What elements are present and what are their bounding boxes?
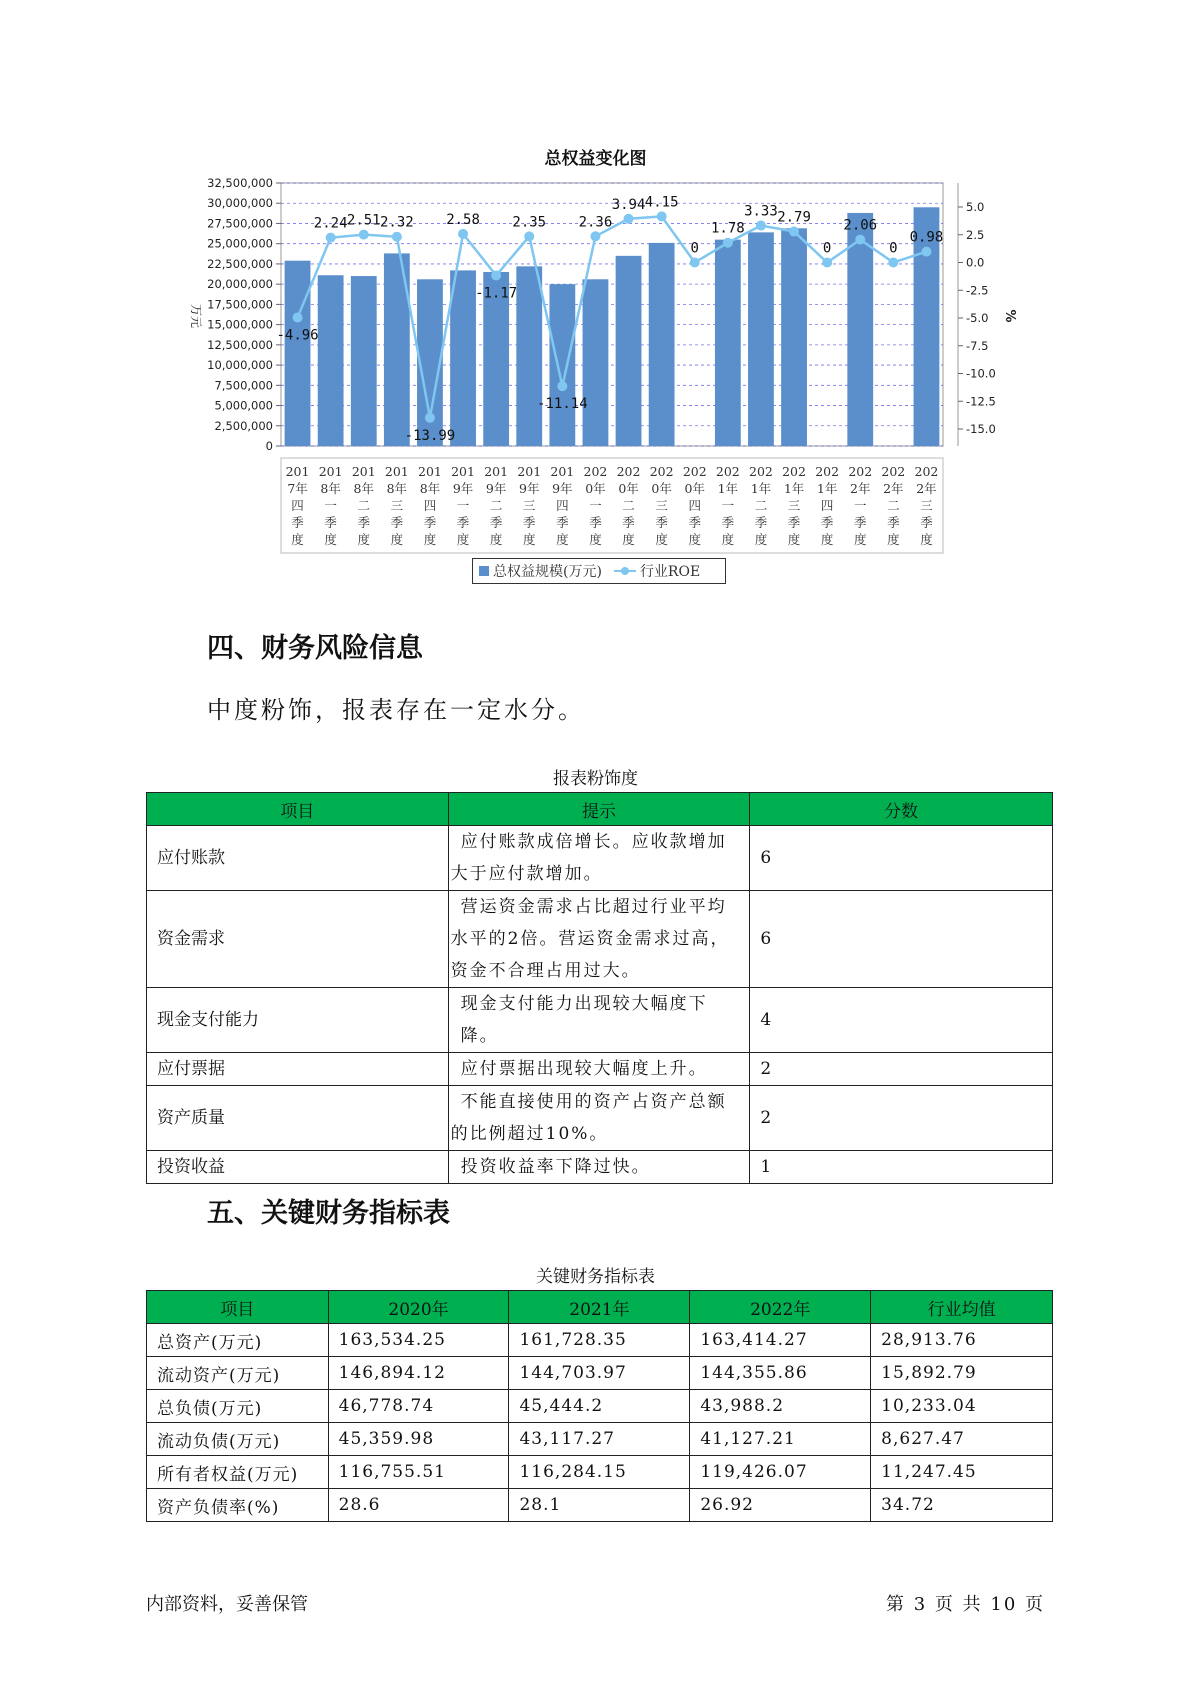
x-category-label: 2年 — [883, 481, 904, 496]
kf-table-row — [147, 1489, 1053, 1522]
risk-item-cell: 应付票据 — [147, 1053, 449, 1086]
roe-data-label: -11.14 — [537, 396, 588, 413]
roe-point — [822, 258, 832, 268]
x-category-label: 1年 — [783, 481, 805, 496]
x-category-label: 2年 — [916, 481, 937, 496]
legend-bar-swatch — [479, 566, 489, 576]
risk-header-hint: 提示 — [448, 793, 750, 826]
right-tick-label: -15.0 — [966, 422, 996, 436]
risk-item-cell: 现金支付能力 — [147, 988, 449, 1053]
kf-value-cell: 26.92 — [690, 1489, 871, 1522]
x-category-label: 季 — [655, 515, 668, 530]
left-tick-label: 10,000,000 — [207, 358, 273, 373]
x-category-label: 四 — [820, 498, 834, 513]
key-financial-table — [146, 1290, 1053, 1522]
footer-confidential: 内部资料，妥善保管 — [146, 1594, 308, 1615]
kf-value-cell: 161,728.35 — [509, 1324, 690, 1357]
bar — [649, 243, 675, 446]
roe-data-label: 2.36 — [578, 214, 613, 231]
kf-value-cell: 28.6 — [328, 1489, 509, 1522]
x-category-label: 201 — [484, 464, 509, 479]
kf-table-header-row — [147, 1291, 1053, 1324]
x-category-label: 季 — [622, 515, 635, 530]
risk-table-header-row — [147, 793, 1053, 826]
bar — [285, 261, 311, 446]
roe-data-label: -1.17 — [475, 285, 518, 302]
kf-table-row — [147, 1324, 1053, 1357]
x-category-label: 三 — [522, 498, 536, 513]
x-category-label: 度 — [556, 532, 569, 547]
roe-data-label: -13.99 — [404, 427, 456, 444]
x-category-label: 7年 — [287, 481, 308, 496]
roe-data-label: 2.58 — [446, 211, 480, 228]
x-category-label: 201 — [451, 464, 475, 479]
kf-header-item: 项目 — [147, 1291, 329, 1324]
kf-item-cell: 总资产(万元) — [147, 1324, 329, 1357]
x-category-label: 三 — [787, 498, 801, 513]
x-category-label: 季 — [522, 515, 536, 530]
x-category-label: 度 — [622, 532, 635, 547]
bar — [847, 213, 873, 446]
risk-hint-cell — [448, 1053, 750, 1086]
x-category-label: 三 — [655, 498, 668, 513]
kf-value-cell: 144,703.97 — [509, 1357, 690, 1390]
right-tick-label: -7.5 — [966, 338, 989, 353]
risk-hint-cell — [448, 826, 750, 891]
x-category-label: 四 — [423, 498, 437, 513]
kf-header-2020: 2020年 — [328, 1291, 509, 1324]
bar — [450, 270, 476, 446]
left-tick-label: 12,500,000 — [207, 337, 273, 352]
x-category-label: 二 — [489, 498, 503, 513]
risk-hint-cell — [448, 1151, 750, 1184]
kf-value-cell: 46,778.74 — [328, 1390, 509, 1423]
risk-table-row — [147, 826, 1053, 891]
risk-table-row — [147, 1053, 1053, 1086]
left-tick-label: 15,000,000 — [207, 317, 273, 332]
left-tick-label: 22,500,000 — [207, 256, 273, 271]
roe-point — [756, 221, 766, 231]
kf-item-cell: 所有者权益(万元) — [147, 1456, 329, 1489]
risk-header-item: 项目 — [147, 793, 449, 826]
x-category-label: 季 — [688, 515, 702, 530]
x-category-label: 一 — [456, 498, 470, 513]
roe-point — [789, 227, 799, 237]
left-tick-label: 0 — [265, 439, 273, 453]
kf-value-cell: 34.72 — [871, 1489, 1053, 1522]
x-category-label: 202 — [782, 464, 806, 479]
kf-value-cell: 116,284.15 — [509, 1456, 690, 1489]
risk-hint-cell — [448, 988, 750, 1053]
x-category-label: 201 — [384, 464, 409, 479]
roe-point — [888, 258, 898, 268]
roe-point — [359, 230, 369, 240]
kf-value-cell: 8,627.47 — [871, 1423, 1053, 1456]
kf-value-cell: 163,534.25 — [328, 1324, 509, 1357]
x-category-label: 一 — [721, 498, 735, 513]
x-category-label: 202 — [881, 464, 906, 479]
risk-hint-line: 应付票据出现较大幅度上升。 — [460, 1059, 708, 1079]
kf-value-cell: 11,247.45 — [871, 1456, 1053, 1489]
x-category-label: 202 — [649, 464, 674, 479]
right-tick-label: 5.0 — [966, 200, 985, 214]
x-category-label: 201 — [550, 464, 575, 479]
roe-point — [458, 229, 468, 239]
bar — [715, 240, 741, 446]
legend-line-label: 行业ROE — [639, 564, 701, 580]
x-category-label: 0年 — [651, 481, 672, 496]
x-category-label: 8年 — [320, 481, 341, 496]
left-axis-label: 万元 — [189, 303, 203, 329]
risk-item-cell: 投资收益 — [147, 1151, 449, 1184]
x-category-label: 202 — [583, 464, 608, 479]
x-category-label: 1年 — [717, 481, 739, 496]
legend-line-swatch — [614, 566, 636, 576]
roe-point — [624, 214, 634, 224]
risk-table-row — [147, 1151, 1053, 1184]
risk-header-score: 分数 — [750, 793, 1053, 826]
x-category-label: 二 — [887, 498, 900, 513]
left-tick-label: 5,000,000 — [214, 398, 273, 413]
roe-data-label: -4.96 — [276, 327, 319, 344]
right-axis-label: % — [1002, 309, 1017, 323]
x-category-label: 季 — [887, 515, 900, 530]
roe-data-label: 2.24 — [313, 215, 348, 232]
x-category-label: 202 — [715, 464, 740, 479]
kf-value-cell: 45,359.98 — [328, 1423, 509, 1456]
left-tick-label: 27,500,000 — [207, 216, 273, 231]
roe-data-label: 0 — [690, 240, 699, 257]
x-category-label: 201 — [517, 464, 542, 479]
x-category-label: 201 — [285, 464, 310, 479]
left-tick-label: 2,500,000 — [214, 418, 273, 433]
roe-data-label: 2.35 — [512, 214, 547, 231]
kf-item-cell: 流动负债(万元) — [147, 1423, 329, 1456]
kf-value-cell: 28,913.76 — [871, 1324, 1053, 1357]
x-category-label: 四 — [556, 498, 569, 513]
kf-value-cell: 163,414.27 — [690, 1324, 871, 1357]
x-category-label: 季 — [291, 515, 304, 530]
x-category-label: 度 — [456, 532, 470, 547]
left-tick-label: 20,000,000 — [207, 277, 273, 292]
x-category-label: 季 — [324, 515, 337, 530]
roe-point — [392, 232, 402, 242]
bar — [583, 279, 609, 446]
kf-item-cell: 资产负债率(%) — [147, 1489, 329, 1522]
roe-point — [326, 233, 336, 243]
x-category-label: 季 — [556, 515, 569, 530]
x-category-label: 9年 — [519, 481, 540, 496]
x-category-label: 二 — [754, 498, 768, 513]
kf-item-cell: 总负债(万元) — [147, 1390, 329, 1423]
left-tick-label: 25,000,000 — [207, 236, 273, 251]
roe-data-label: 2.79 — [777, 209, 811, 226]
kf-value-cell: 45,444.2 — [509, 1390, 690, 1423]
roe-data-label: 1.78 — [710, 220, 745, 237]
risk-hint-line: 投资收益率下降过快。 — [460, 1157, 651, 1177]
kf-header-industry: 行业均值 — [871, 1291, 1053, 1324]
x-category-label: 度 — [655, 532, 668, 547]
x-category-label: 度 — [820, 532, 834, 547]
x-category-label: 四 — [688, 498, 702, 513]
section5-heading: 五、关键财务指标表 — [207, 1198, 450, 1229]
kf-value-cell: 10,233.04 — [871, 1390, 1053, 1423]
legend-item-line — [614, 561, 700, 581]
roe-point — [491, 270, 501, 280]
x-category-label: 度 — [324, 532, 337, 547]
x-category-label: 0年 — [684, 481, 705, 496]
roe-point — [557, 381, 567, 391]
roe-point — [690, 258, 700, 268]
roe-point — [657, 211, 667, 221]
kf-value-cell: 116,755.51 — [328, 1456, 509, 1489]
roe-data-label: 3.33 — [744, 203, 778, 220]
roe-point — [293, 313, 303, 323]
x-category-label: 度 — [489, 532, 503, 547]
risk-table-row — [147, 988, 1053, 1053]
x-category-label: 季 — [589, 515, 602, 530]
roe-data-label: 0.98 — [909, 229, 944, 246]
bar — [781, 228, 807, 446]
x-category-label: 三 — [920, 498, 933, 513]
x-category-label: 9年 — [552, 481, 573, 496]
x-category-label: 202 — [749, 464, 773, 479]
legend-item-bar — [479, 561, 602, 581]
x-category-label: 2年 — [850, 481, 871, 496]
risk-score-cell: 2 — [750, 1053, 1053, 1086]
x-category-label: 9年 — [452, 481, 474, 496]
left-tick-label: 32,500,000 — [207, 176, 273, 190]
x-category-label: 202 — [914, 464, 939, 479]
risk-item-cell: 应付账款 — [147, 826, 449, 891]
left-tick-label: 17,500,000 — [207, 297, 273, 312]
x-category-label: 三 — [390, 498, 404, 513]
x-category-label: 季 — [853, 515, 867, 530]
x-category-label: 201 — [351, 464, 376, 479]
x-category-label: 9年 — [485, 481, 507, 496]
right-tick-label: 0.0 — [966, 255, 985, 270]
x-category-label: 季 — [820, 515, 834, 530]
kf-table-row — [147, 1357, 1053, 1390]
roe-data-label: 0 — [889, 240, 898, 257]
risk-hint-cell — [448, 891, 750, 988]
roe-point — [524, 231, 534, 241]
x-category-label: 二 — [622, 498, 635, 513]
kf-table-row — [147, 1456, 1053, 1489]
roe-point — [425, 413, 435, 423]
risk-hint-line: 应付账款成倍增长。应收款增加 — [460, 832, 727, 852]
x-category-label: 201 — [318, 464, 343, 479]
kf-value-cell: 144,355.86 — [690, 1357, 871, 1390]
risk-hint-line: 现金支付能力出现较大幅度下降。 — [460, 994, 708, 1046]
kf-value-cell: 15,892.79 — [871, 1357, 1053, 1390]
x-category-label: 度 — [721, 532, 735, 547]
kf-item-cell: 流动资产(万元) — [147, 1357, 329, 1390]
roe-data-label: 0 — [822, 240, 832, 257]
kf-value-cell: 146,894.12 — [328, 1357, 509, 1390]
risk-hint-line: 水平的2倍。营运资金需求过高， — [450, 929, 730, 949]
x-category-label: 季 — [754, 515, 768, 530]
bar — [748, 232, 774, 446]
right-tick-label: 2.5 — [966, 227, 985, 242]
risk-score-cell: 6 — [750, 891, 1053, 988]
bar — [318, 275, 344, 446]
footer-page-number: 第 3 页 共 10 页 — [886, 1594, 1045, 1615]
x-category-label: 季 — [787, 515, 801, 530]
right-tick-label: -10.0 — [966, 366, 996, 381]
roe-data-label: 2.32 — [379, 214, 414, 231]
risk-item-cell: 资金需求 — [147, 891, 449, 988]
risk-table-row — [147, 1086, 1053, 1151]
roe-data-label: 2.51 — [346, 212, 381, 229]
x-category-label: 度 — [390, 532, 404, 547]
x-category-label: 1年 — [816, 481, 838, 496]
equity-chart — [0, 0, 1191, 560]
x-category-label: 季 — [920, 515, 933, 530]
kf-value-cell: 119,426.07 — [690, 1456, 871, 1489]
risk-summary: 中度粉饰，报表存在一定水分。 — [207, 696, 585, 724]
x-category-label: 8年 — [353, 481, 374, 496]
x-category-label: 0年 — [585, 481, 606, 496]
risk-score-cell: 6 — [750, 826, 1053, 891]
x-category-label: 201 — [418, 464, 442, 479]
roe-point — [921, 247, 931, 257]
risk-table-row — [147, 891, 1053, 988]
section4-heading: 四、财务风险信息 — [207, 633, 423, 664]
x-axis-band — [281, 458, 943, 553]
x-category-label: 度 — [853, 532, 867, 547]
left-tick-label: 30,000,000 — [207, 196, 273, 211]
x-category-label: 一 — [853, 498, 867, 513]
x-category-label: 0年 — [618, 481, 639, 496]
x-category-label: 8年 — [419, 481, 441, 496]
legend-bar-label: 总权益规模(万元) — [493, 564, 602, 580]
kf-value-cell: 41,127.21 — [690, 1423, 871, 1456]
bar — [351, 276, 377, 446]
x-category-label: 季 — [721, 515, 735, 530]
x-category-label: 季 — [357, 515, 371, 530]
x-category-label: 季 — [489, 515, 503, 530]
x-category-label: 度 — [589, 532, 602, 547]
x-category-label: 季 — [456, 515, 470, 530]
x-category-label: 四 — [291, 498, 304, 513]
left-tick-label: 7,500,000 — [214, 378, 273, 393]
x-category-label: 度 — [887, 532, 900, 547]
kf-table-caption: 关键财务指标表 — [536, 1267, 655, 1287]
risk-hint-line: 营运资金需求占比超过行业平均 — [460, 897, 727, 917]
x-category-label: 度 — [787, 532, 801, 547]
kf-table-row — [147, 1390, 1053, 1423]
right-tick-label: -5.0 — [966, 311, 989, 325]
x-category-label: 一 — [324, 498, 337, 513]
x-category-label: 度 — [754, 532, 768, 547]
risk-score-cell: 4 — [750, 988, 1053, 1053]
risk-table-caption: 报表粉饰度 — [553, 769, 638, 789]
roe-data-label: 2.06 — [843, 217, 878, 234]
roe-point — [590, 231, 600, 241]
x-category-label: 季 — [390, 515, 404, 530]
x-category-label: 度 — [920, 532, 933, 547]
risk-hint-line: 资金不合理占用过大。 — [450, 961, 641, 981]
x-category-label: 二 — [357, 498, 371, 513]
kf-value-cell: 43,988.2 — [690, 1390, 871, 1423]
roe-point — [855, 235, 865, 245]
x-category-label: 1年 — [750, 481, 772, 496]
risk-hint-line: 不能直接使用的资产占资产总额 — [460, 1092, 727, 1112]
x-category-label: 季 — [423, 515, 437, 530]
x-category-label: 度 — [357, 532, 371, 547]
risk-score-cell: 1 — [750, 1151, 1053, 1184]
bar — [516, 266, 542, 446]
x-category-label: 一 — [589, 498, 602, 513]
x-category-label: 度 — [423, 532, 437, 547]
kf-value-cell: 28.1 — [509, 1489, 690, 1522]
bar — [616, 256, 642, 446]
kf-header-2021: 2021年 — [509, 1291, 690, 1324]
risk-hint-line: 大于应付款增加。 — [450, 864, 603, 884]
roe-data-label: 4.15 — [644, 194, 679, 211]
x-category-label: 202 — [815, 464, 840, 479]
chart-title: 总权益变化图 — [544, 149, 647, 169]
chart-legend — [472, 558, 726, 584]
risk-hint-line: 的比例超过10%。 — [450, 1124, 609, 1144]
x-category-label: 202 — [848, 464, 873, 479]
risk-item-cell: 资产质量 — [147, 1086, 449, 1151]
roe-data-label: 3.94 — [611, 196, 646, 213]
kf-table-row — [147, 1423, 1053, 1456]
right-tick-label: -12.5 — [966, 394, 996, 409]
x-category-label: 度 — [522, 532, 536, 547]
right-tick-label: -2.5 — [966, 283, 989, 298]
risk-score-cell: 2 — [750, 1086, 1053, 1151]
risk-hint-cell — [448, 1086, 750, 1151]
x-category-label: 8年 — [386, 481, 408, 496]
bar — [549, 284, 575, 446]
kf-header-2022: 2022年 — [690, 1291, 871, 1324]
x-category-label: 度 — [688, 532, 702, 547]
kf-value-cell: 43,117.27 — [509, 1423, 690, 1456]
roe-point — [723, 238, 733, 248]
x-category-label: 202 — [682, 464, 707, 479]
x-category-label: 202 — [616, 464, 641, 479]
risk-table — [146, 792, 1053, 1184]
x-category-label: 度 — [291, 532, 304, 547]
